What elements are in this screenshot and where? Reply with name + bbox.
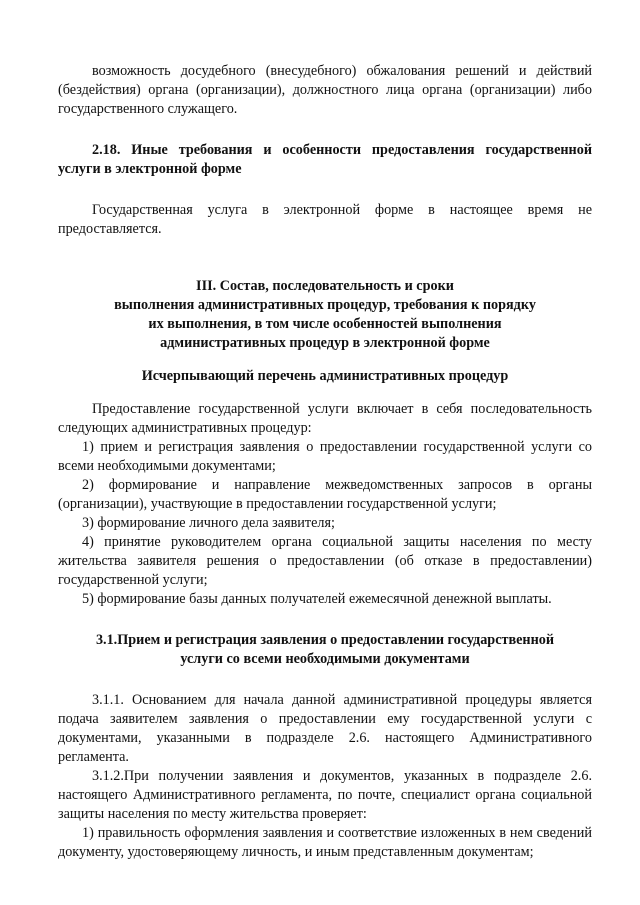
paragraph-3-1-2: 3.1.2.При получении заявления и документов, указанных в подразделе 2.6. настоящего Административного регламента, по почте, специалист органа социальной защиты населения по месту жительства проверяет: (58, 768, 592, 822)
section-3-1-heading-line: 3.1.Прием и регистрация заявления о предоставлении государственной (95, 632, 555, 648)
section-2-18-text: Государственная услуга в электронной форме в настоящее время не предоставляется. (58, 202, 592, 237)
section-3-title (58, 277, 592, 353)
section-2-18-heading: 2.18. Иные требования и особенности предоставления государственной услуги в электронной форме (58, 142, 592, 177)
procedure-item: 1) прием и регистрация заявления о предоставлении государственной услуги со всеми необходимыми документами; (58, 439, 592, 474)
section-3-title-line: их выполнения, в том числе особенностей выполнения (148, 316, 502, 332)
section-3-subtitle: Исчерпывающий перечень административных процедур (141, 368, 509, 384)
section-3-title-line: выполнения административных процедур, требования к порядку (114, 297, 536, 313)
section-3-lead: Предоставление государственной услуги включает в себя последовательность следующих административных процедур: (58, 401, 592, 436)
procedure-item: 2) формирование и направление межведомственных запросов в органы (организации), участвующие в предоставлении государственной услуги; (58, 477, 592, 512)
section-3-1-heading (58, 631, 592, 669)
document-page (58, 62, 592, 862)
check-item: 1) правильность оформления заявления и соответствие изложенных в нем сведений документу, удостоверяющему личность, и иным представленным документам; (58, 825, 592, 860)
paragraph-3-1-1: 3.1.1. Основанием для начала данной административной процедуры является подача заявителем заявления о предоставлении ему государственной услуги с документами, указанными в подразделе 2.6. настоящего Административного регламента. (58, 692, 592, 765)
procedure-item: 3) формирование личного дела заявителя; (82, 515, 335, 531)
section-3-1-heading-line: услуги со всеми необходимыми документами (180, 651, 470, 667)
procedure-item: 5) формирование базы данных получателей ежемесячной денежной выплаты. (82, 591, 552, 607)
section-3-title-line: административных процедур в электронной форме (160, 335, 490, 351)
procedure-item: 4) принятие руководителем органа социальной защиты населения по месту жительства заявителя решения о предоставлении (об отказе в предоставлении) государственной услуги; (58, 534, 592, 588)
section-3-title-line: III. Состав, последовательность и сроки (196, 278, 454, 294)
intro-paragraph: возможность досудебного (внесудебного) обжалования решений и действий (бездействия) органа (организации), должностного лица органа (организации) либо государственного служащего. (58, 63, 592, 117)
